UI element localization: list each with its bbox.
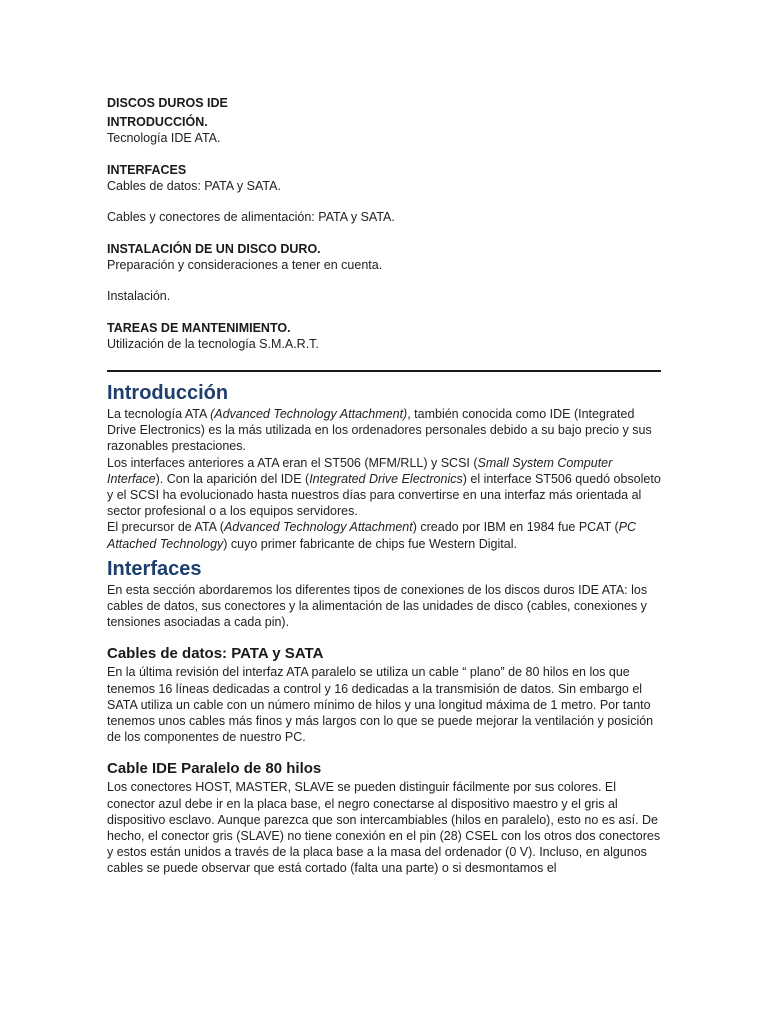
- toc-item-instalacion: Instalación.: [107, 289, 171, 303]
- toc-item-tecnologia: Tecnología IDE ATA.: [107, 131, 221, 145]
- subheading-cable-80-hilos: Cable IDE Paralelo de 80 hilos: [107, 760, 322, 778]
- toc-item-cables-datos: Cables de datos: PATA y SATA.: [107, 179, 281, 193]
- section-heading-interfaces: Interfaces: [107, 557, 202, 580]
- document-page: [107, 95, 667, 877]
- section-heading-introduccion: Introducción: [107, 382, 229, 404]
- toc-heading-introduccion: INTRODUCCIÓN.: [107, 115, 208, 129]
- toc-heading-interfaces: INTERFACES: [107, 163, 187, 177]
- toc-item-cables-alimentacion: Cables y conectores de alimentación: PATA y SATA.: [107, 210, 395, 224]
- toc-item-smart: Utilización de la tecnología S.M.A.R.T.: [107, 337, 319, 351]
- cables-paragraph: En la última revisión del interfaz ATA paralelo se utiliza un cable “ plano” de 80 hilos en los que tenemos 16 líneas dedicadas a control y 16 dedicadas a la transmisión de datos. Sin embargo el SATA utiliza un cable con un número mínimo de hilos y una longitud máxima de 1 metro. Por tanto tenemos unos cables más finos y más largos con lo que se puede mejorar la ventilación y posición de los componentes de nuestro PC.: [107, 665, 654, 745]
- intro-paragraph-2: Los interfaces anteriores a ATA eran el ST506 (MFM/RLL) y SCSI (Small System Computer Interface). Con la aparición del IDE (Integrated Drive Electronics) el interface ST506 quedó obsoleto y el SCSI ha evolucionado hasta nuestros días para convertirse en una interfaz más orientada al sector profesional o a los equipos servidores.: [107, 455, 661, 519]
- document-title: DISCOS DUROS IDE: [107, 96, 228, 110]
- intro-paragraph-3: El precursor de ATA (Advanced Technology Attachment) creado por IBM en 1984 fue PCAT (PC Attached Technology) cuyo primer fabricante de chips fue Western Digital.: [107, 520, 637, 551]
- cable80-paragraph: Los conectores HOST, MASTER, SLAVE se pueden distinguir fácilmente por sus colores. El conector azul debe ir en la placa base, el negro conectarse al dispositivo maestro y el gris al dispositivo esclavo. Aunque parezca que son intercambiables (hilos en paralelo), esto no es así. De hecho, el conector gris (SLAVE) no tiene conexión en el pin (28) CSEL con los otros dos conectores y estos están unidos a través de la placa base a la masa del ordenador (0 V). Incluso, en algunos cables se puede observar que está cortado (falta una parte) o si desmontamos el: [107, 780, 661, 876]
- toc-item-preparacion: Preparación y consideraciones a tener en cuenta.: [107, 258, 383, 272]
- table-of-contents: [107, 95, 667, 352]
- subheading-cables-datos: Cables de datos: PATA y SATA: [107, 645, 324, 663]
- horizontal-divider: [107, 370, 661, 372]
- interfaces-paragraph: En esta sección abordaremos los diferentes tipos de conexiones de los discos duros IDE ATA: los cables de datos, sus conectores y la alimentación de las unidades de disco (cables, conexiones y tensiones asociadas a cada pin).: [107, 582, 648, 630]
- intro-paragraph-1: La tecnología ATA (Advanced Technology Attachment), también conocida como IDE (Integrated Drive Electronics) es la más utilizada en los ordenadores personales debido a su bajo precio y sus razonables prestaciones.: [107, 407, 652, 454]
- toc-heading-instalacion: INSTALACIÓN DE UN DISCO DURO.: [107, 242, 321, 256]
- toc-heading-mantenimiento: TAREAS DE MANTENIMIENTO.: [107, 321, 291, 335]
